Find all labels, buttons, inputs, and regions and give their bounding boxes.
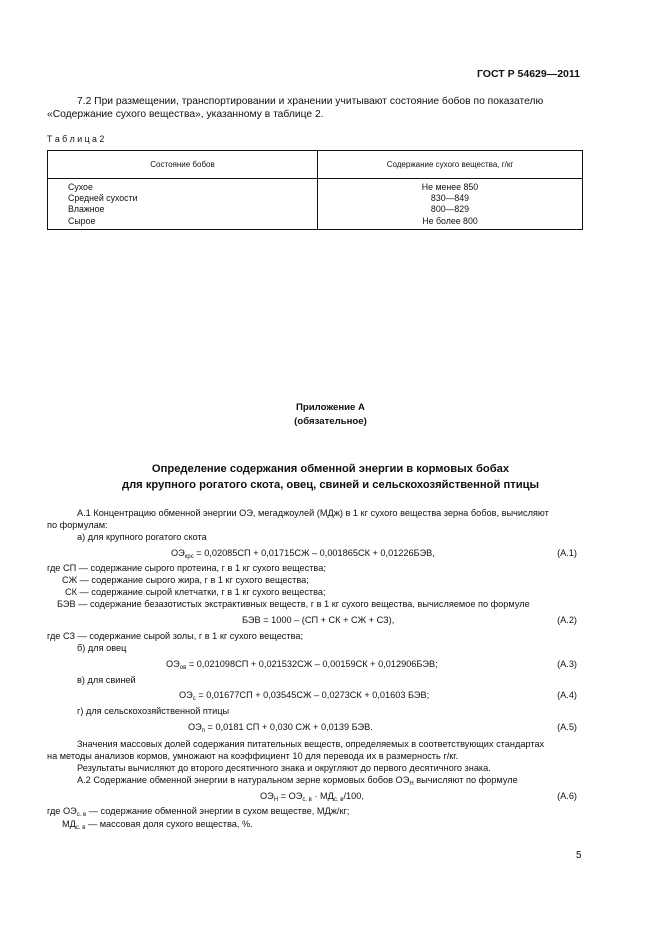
table-cell-content: Не менее 850 [421,182,479,192]
table-cell-state: Влажное [68,204,105,215]
a2-paragraph: А.2 Содержание обменной энергии в натуральном зерне кормовых бобов $ОЭ_Н$ вычисляют по формуле [77,775,518,787]
definition-sz: где СЗ — содержание сырой золы, г в 1 кг сухого вещества; [47,631,304,641]
definition-sk: СК — содержание сырой клетчатки, г в 1 кг сухого вещества; [65,587,326,597]
appendix-title-line-1: Определение содержания обменной энергии в кормовых бобах [151,463,510,475]
equation-number-a4: (А.4) [557,690,577,700]
item-b: б) для овец [77,643,127,653]
table-column-contents [318,179,583,230]
note-line-1: Значения массовых долей содержания питательных веществ, определяемых в соответствующих стандартах [77,739,545,749]
table-cell-state: Сухое [68,182,93,192]
intro-line-1: 7.2 При размещении, транспортировании и хранении учитывают состояние бобов по показателю [77,96,544,107]
item-a: а) для крупного рогатого скота [77,532,207,542]
equation-number-a3: (А.3) [557,659,577,669]
table-cell-content: Не более 800 [422,215,478,226]
table-cell-content: 830—849 [430,193,470,204]
formula-a1: $ОЭ_{крс} = 0,02085СП + 0,01715СЖ - 0,001865СК + 0,01226БЭВ$, [171,548,435,560]
a1-line-1: А.1 Концентрацию обменной энергии ОЭ, мегаджоулей (МДж) в 1 кг сухого вещества зерна бобов, вычисляют [77,508,549,518]
appendix-title-line-2: для крупного рогатого скота, овец, свиней и сельскохозяйственной птицы [121,479,540,491]
a1-line-2: по формулам: [47,520,108,530]
page-number: 5 [576,850,582,861]
table-header-content: Содержание сухого вещества, г/кг [318,151,583,179]
note-line-2: на методы анализов кормов, умножают на коэффициент 10 для перевода их в размерность г/кг. [47,751,459,761]
appendix-label: Приложение А [296,402,365,413]
definition-bev: БЭВ — содержание безазотистых экстрактивных веществ, г в 1 кг сухого вещества, вычисляемое по формуле [57,599,530,609]
formula-a3: $ОЭ_{ов} = 0,021098СП + 0,021532СЖ - 0,00159СК + 0,012906БЭВ$; [166,659,438,671]
definition-sp: где СП — содержание сырого протеина, г в 1 кг сухого вещества; [47,563,326,573]
document-header: ГОСТ Р 54629—2011 [476,68,580,80]
intro-line-2: «Содержание сухого вещества», указанному в таблице 2. [47,109,324,120]
table-cell-state: Сырое [68,215,96,226]
item-v: в) для свиней [77,675,136,685]
equation-number-a1: (А.1) [557,548,577,558]
equation-number-a6: (А.6) [557,791,577,801]
table-column-states [48,179,318,230]
item-g: г) для сельскохозяйственной птицы [77,706,230,716]
table-header-state: Состояние бобов [48,151,318,179]
definition-oe-sv: где $ОЭ_{с. в}$ — содержание обменной энергии в сухом веществе, МДж/кг; [47,806,350,818]
note-line-3: Результаты вычисляют до второго десятичного знака и округляют до первого десятичного знака. [77,763,491,773]
equation-number-a2: (А.2) [557,615,577,625]
definition-szh: СЖ — содержание сырого жира, г в 1 кг сухого вещества; [62,575,309,585]
formula-a5: $ОЭ_п = 0,0181$ СП + 0,030 СЖ + 0,0139 БЭВ. [188,722,373,734]
appendix-status: (обязательное) [294,416,367,427]
equation-number-a5: (А.5) [557,722,577,732]
table-cell-content: 800—829 [430,204,470,215]
table-caption: Т а б л и ц а 2 [47,134,105,144]
formula-a4: $ОЭ_с = 0,01677СП + 0,03545СЖ - 0,0273СК + 0,01603$ БЭВ; [179,690,430,702]
table-cell-state: Средней сухости [68,193,138,204]
definition-md-sv: $МД_{с. в}$ — массовая доля сухого вещества, %. [62,819,253,831]
formula-a2: БЭВ = 1000 – (СП + СК + СЖ + СЗ), [242,615,395,625]
formula-a6: $ОЭ_Н = ОЭ_{с. в} \cdot МД_{с. в}/100$, [260,791,364,803]
table-2 [47,150,583,230]
